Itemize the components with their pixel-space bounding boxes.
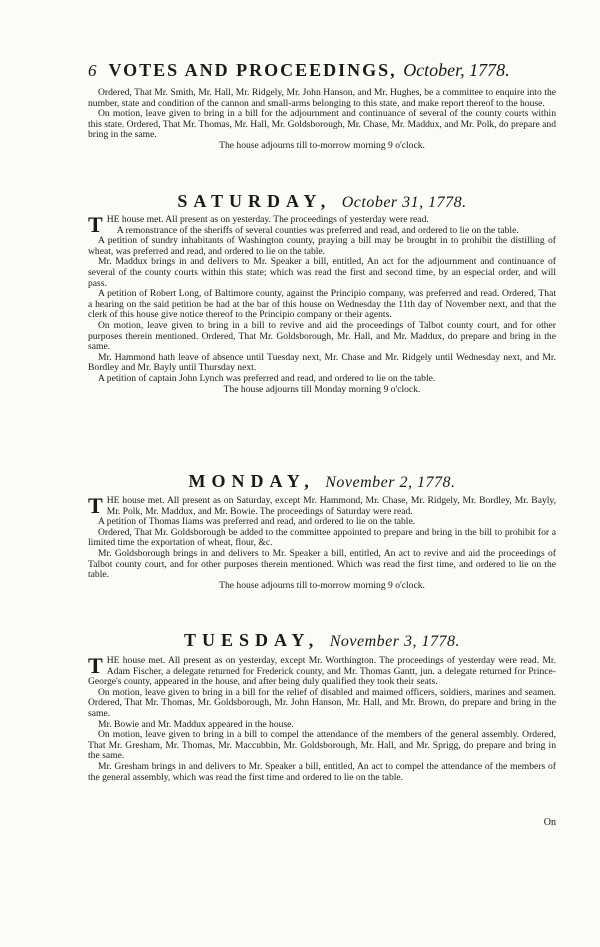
paragraph: Ordered, That Mr. Goldsborough be added to the committee appointed to prepare and bring in the bill to prohibit for a limited time the exportation of wheat, flour, &c. [88, 526, 556, 549]
saturday-section [88, 212, 556, 395]
paragraph: A petition of captain John Lynch was preferred and read, and ordered to lie on the table. [98, 372, 436, 384]
paragraph: Mr. Gresham brings in and delivers to Mr. Speaker a bill, entitled, An act to compel the attendance of the members of the general assembly, which was read the first time and ordered to lie on the table. [88, 760, 556, 783]
paragraph: On motion, leave given to bring in a bill to revive and aid the proceedings of Talbot county court, and for other purposes therein mentioned. Ordered, That Mr. Goldsborough, Mr. Hall, and Mr. Maddux, do prepare and bring in the same. [88, 319, 556, 353]
paragraph: Ordered, That Mr. Smith, Mr. Hall, Mr. Ridgely, Mr. John Hanson, and Mr. Hughes, be a committee to enquire into the number, state and condition of the cannon and small-arms belonging to this state, and make report thereof to the house. [88, 87, 556, 109]
tuesday-section [88, 653, 556, 783]
adjournment: The house adjourns till to-morrow morning 9 o'clock. [219, 139, 425, 151]
day-heading-monday: MONDAY, November 2, 1778. [188, 471, 456, 491]
paragraph: Mr. Hammond hath leave of absence until Tuesday next, Mr. Chase and Mr. Ridgely until Wednesday next, and Mr. Bordley and Mr. Bayly until Thursday next. [88, 351, 556, 374]
paragraph: On motion, leave given to bring in a bill for the adjournment and continuance of several of the county courts within this state. Ordered, That Mr. Thomas, Mr. Hall, Mr. Goldsborough, Mr. Chase, Mr. Maddux, and Mr. Polk, do prepare and bring in the same. [88, 108, 556, 141]
paragraph: THE house met. All present as on yesterday. The proceedings of yesterday were read. [88, 212, 429, 237]
paragraph: THE house met. All present as on yesterday, except Mr. Worthington. The proceedings of yesterday were read. Mr. Adam Fischer, a delegate returned for Frederick county, and Mr. Thomas Gantt, jun. a delegate returned for Prince-George's county, appeared in the house, and after being duly qualified they took their seats. [88, 653, 556, 688]
paragraph: Mr. Goldsborough brings in and delivers to Mr. Speaker a bill, entitled, An act to revive and aid the proceedings of Talbot county court, and for other purposes therein mentioned. Which was read the first time, and ordered to lie on the table. [88, 547, 556, 581]
running-header [88, 60, 558, 84]
paragraph: Mr. Maddux brings in and delivers to Mr. Speaker a bill, entitled, An act for the adjournment and continuance of several of the county courts within this state; which was read the first and second time, by an especial order, and will pass. [88, 256, 556, 289]
day-heading-tuesday: TUESDAY, November 3, 1778. [184, 630, 460, 650]
paragraph: On motion, leave given to bring in a bill to compel the attendance of the members of the general assembly. Ordered, That Mr. Gresham, Mr. Thomas, Mr. Maccubbin, Mr. Goldsborough, Mr. Hall, and Mr. Sprigg, do prepare and bring in the same. [88, 729, 556, 762]
running-date: October, 1778. [403, 60, 510, 80]
monday-section [88, 493, 556, 591]
paragraph: A remonstrance of the sheriffs of several counties was preferred and read, and ordered to lie on the table. [116, 224, 519, 236]
page-number: 6 [88, 61, 97, 80]
intro-section [88, 88, 556, 152]
running-title: VOTES AND PROCEEDINGS, October, 1778. [108, 60, 510, 80]
paragraph: On motion, leave given to bring in a bill for the relief of disabled and maimed officers, soldiers, marines and seamen. Ordered, That Mr. Thomas, Mr. Goldsborough, Mr. John Hanson, Mr. Hall, and Mr. Brown, do prepare and bring in the same. [88, 686, 556, 719]
adjournment: The house adjourns till Monday morning 9 o'clock. [223, 383, 421, 395]
catchword: On [543, 817, 556, 828]
adjournment: The house adjourns till to-morrow morning 9 o'clock. [219, 579, 425, 591]
paragraph: A petition of sundry inhabitants of Washington county, praying a bill may be brought in to prohibit the distilling of wheat, was preferred and read, and ordered to lie on the table. [88, 235, 556, 257]
paragraph: Mr. Bowie and Mr. Maddux appeared in the house. [98, 718, 294, 730]
day-heading-saturday: SATURDAY, October 31, 1778. [177, 191, 467, 211]
paragraph: THE house met. All present as on Saturday, except Mr. Hammond, Mr. Chase, Mr. Ridgely, Mr. Bordley, Mr. Bayly, Mr. Polk, Mr. Maddux, and Mr. Bowie. The proceedings of Saturday were read. [88, 493, 556, 518]
paragraph: A petition of Robert Long, of Baltimore county, against the Principio company, was preferred and read. Ordered, That a hearing on the said petition be had at the bar of this house on Wednesday the 11th day of November next, and that the clerk of this house give notice thereof to the Principio company or their agents. [88, 288, 556, 321]
paragraph: A petition of Thomas Iiams was preferred and read, and ordered to lie on the table. [98, 516, 416, 528]
